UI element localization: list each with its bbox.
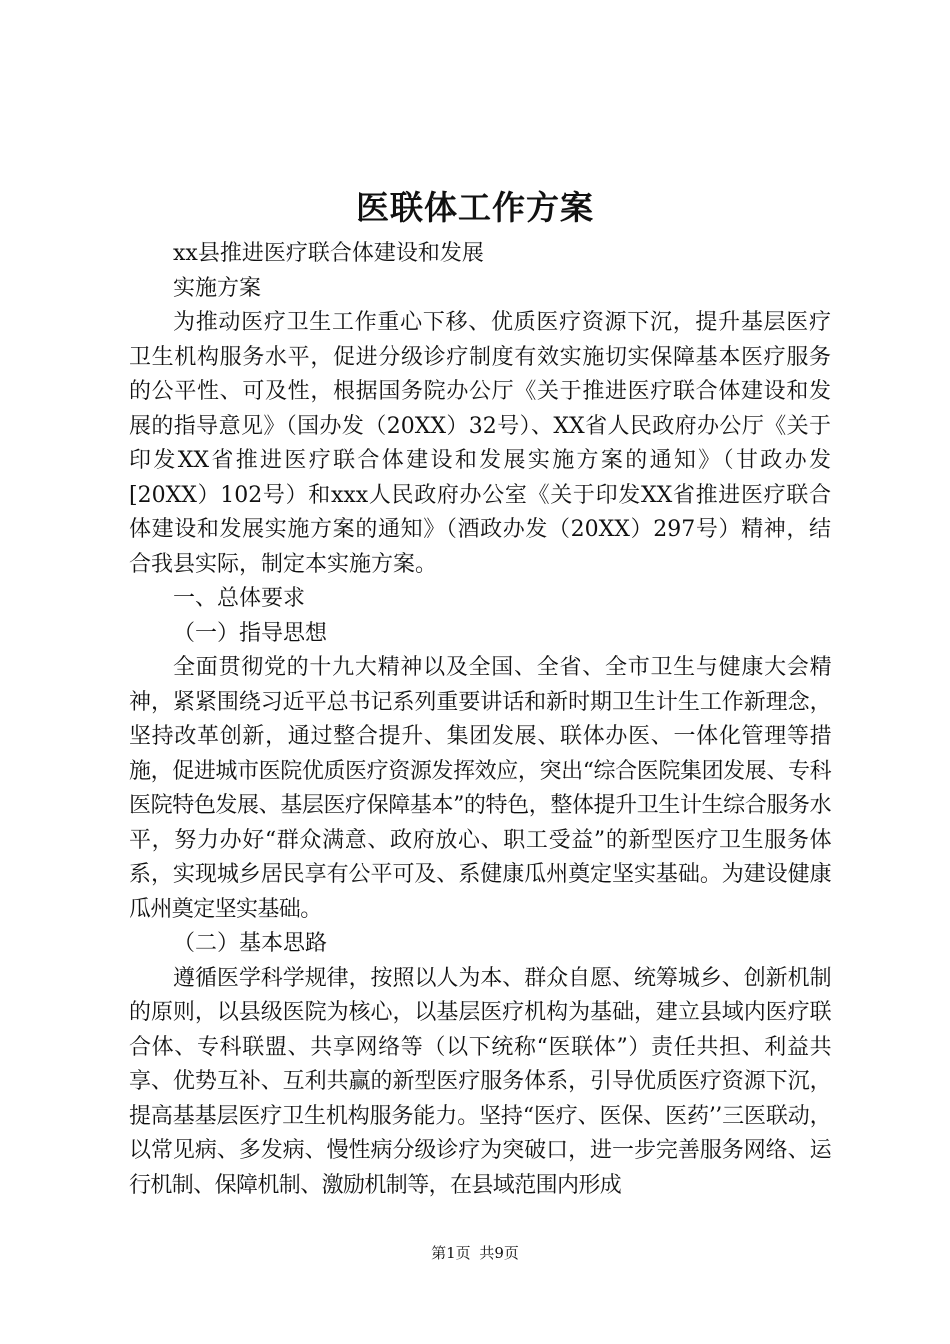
page-number: 第1页 [431,1244,471,1262]
subtitle-line-2: 实施方案 [173,275,262,301]
page-total: 共9页 [479,1244,519,1262]
guiding-ideology-paragraph: 全面贯彻党的十九大精神以及全国、全省、全市卫生与健康大会精神，紧紧围绕习近平总书记系列重要讲话和新时期卫生计生工作新理念，坚持改革创新，通过整合提升、集团发展、联体办医、一体化管理等措施，促进城市医院优质医疗资源发挥效应，突出“综合医院集团发展、专科医院特色发展、基层医疗保障基本”的特色，整体提升卫生计生综合服务水平，努力办好“群众满意、政府放心、职工受益”的新型医疗卫生服务体系，实现城乡居民享有公平可及、系健康瓜州奠定坚实基础。为建设健康瓜州奠定坚实基础。 [129,655,831,922]
subtitle-line-1: xx县推进医疗联合体建设和发展 [173,241,484,266]
document-title: 医联体工作方案 [356,188,594,227]
subsection-heading-guiding-ideology: （一）指导思想 [173,620,328,646]
subsection-heading-basic-approach: （二）基本思路 [173,931,328,956]
document-body [129,237,831,1203]
page-footer [0,1242,950,1264]
basic-approach-paragraph: 遵循医学科学规律，按照以人为本、群众自愿、统筹城乡、创新机制的原则，以县级医院为核心，以基层医疗机构为基础，建立县域内医疗联合体、专科联盟、共享网络等（以下统称“医联体”）责任共担、利益共享、优势互补、互利共赢的新型医疗服务体系，引导优质医疗资源下沉，提高基基层医疗卫生机构服务能力。坚持“医疗、医保、医药’’三医联动，以常见病、多发病、慢性病分级诊疗为突破口，进一步完善服务网络、运行机制、保障机制、激励机制等，在县域范围内形成 [129,965,831,1198]
intro-paragraph: 为推动医疗卫生工作重心下移、优质医疗资源下沉，提升基层医疗卫生机构服务水平，促进分级诊疗制度有效实施切实保障基本医疗服务的公平性、可及性，根据国务院办公厅《关于推进医疗联合体建设和发展的指导意见》（国办发（20XX）32号）、XX省人民政府办公厅《关于印发XX省推进医疗联合体建设和发展实施方案的通知》（甘政办发[20XX）102号）和xxx人民政府办公室《关于印发XX省推进医疗联合体建设和发展实施方案的通知》（酒政办发（20XX）297号）精神，结合我县实际，制定本实施方案。 [129,310,831,577]
section-heading-general-requirements: 一、总体要求 [173,586,306,611]
